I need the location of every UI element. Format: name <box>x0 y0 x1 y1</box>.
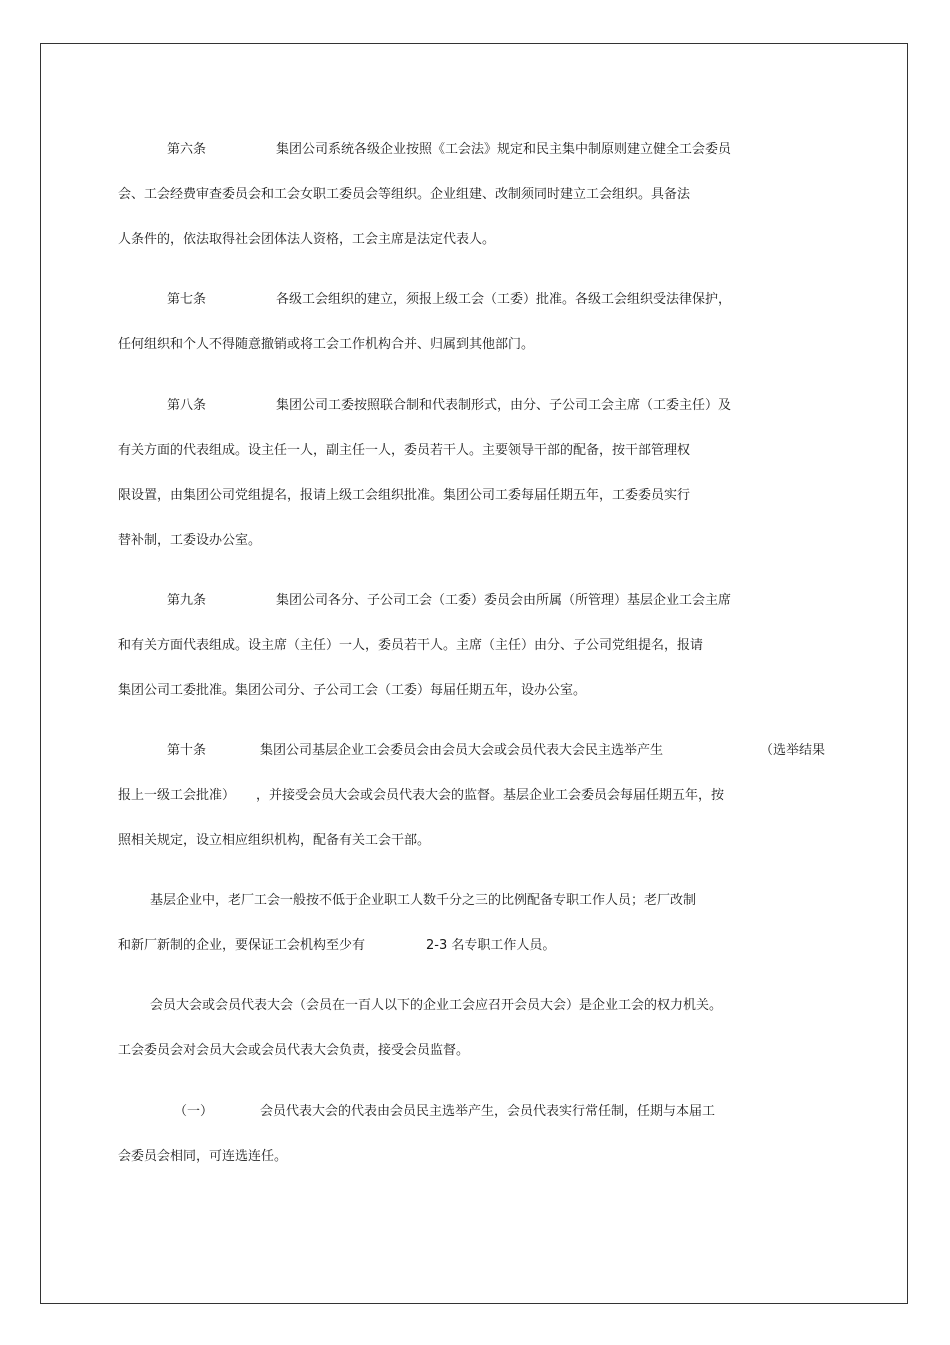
article-8-line-4: 替补制，工委设办公室。 <box>118 533 262 548</box>
article-10-heading: 第十条 <box>167 743 207 758</box>
assembly-line-1: 会员大会或会员代表大会（会员在一百人以下的企业工会应召开会员大会）是企业工会的权力机关。 <box>150 998 723 1013</box>
item-1-heading: （一） <box>174 1104 214 1119</box>
article-10-line-2: ，并接受会员大会或会员代表大会的监督。基层企业工会委员会每届任期五年，按 <box>256 788 725 803</box>
article-10-line-2-head: 报上一级工会批准） <box>118 788 236 803</box>
article-9-line-3: 集团公司工委批准。集团公司分、子公司工会（工委）每届任期五年，设办公室。 <box>118 683 587 698</box>
staffing-line-1: 基层企业中，老厂工会一般按不低于企业职工人数千分之三的比例配备专职工作人员；老厂改制 <box>150 893 697 908</box>
item-1-line-1: 会员代表大会的代表由会员民主选举产生，会员代表实行常任制，任期与本届工 <box>260 1104 716 1119</box>
article-8-line-3: 限设置，由集团公司党组提名，报请上级工会组织批准。集团公司工委每届任期五年，工委委员实行 <box>118 488 691 503</box>
assembly-line-2: 工会委员会对会员大会或会员代表大会负责，接受会员监督。 <box>118 1043 470 1058</box>
article-8-line-1: 集团公司工委按照联合制和代表制形式，由分、子公司工会主席（工委主任）及 <box>276 398 732 413</box>
article-7-line-2: 任何组织和个人不得随意撤销或将工会工作机构合并、归属到其他部门。 <box>118 337 535 352</box>
article-7-line-1: 各级工会组织的建立，须报上级工会（工委）批准。各级工会组织受法律保护， <box>276 292 732 307</box>
article-6-line-3: 人条件的，依法取得社会团体法人资格，工会主席是法定代表人。 <box>118 232 496 247</box>
article-9-heading: 第九条 <box>167 593 207 608</box>
article-6-line-2: 会、工会经费审查委员会和工会女职工委员会等组织。企业组建、改制须同时建立工会组织。具备法 <box>118 187 691 202</box>
article-9-line-1: 集团公司各分、子公司工会（工委）委员会由所属（所管理）基层企业工会主席 <box>276 593 732 608</box>
staffing-line-2-head: 和新厂新制的企业，要保证工会机构至少有 <box>118 938 366 953</box>
item-1-line-2: 会委员会相同，可连选连任。 <box>118 1149 288 1164</box>
article-10-line-3: 照相关规定，设立相应组织机构，配备有关工会干部。 <box>118 833 431 848</box>
article-6-line-1: 集团公司系统各级企业按照《工会法》规定和民主集中制原则建立健全工会委员 <box>276 142 732 157</box>
article-10-line-1-tail: （选举结果 <box>760 743 826 758</box>
article-8-line-2: 有关方面的代表组成。设主任一人，副主任一人，委员若干人。主要领导干部的配备，按干部管理权 <box>118 443 691 458</box>
staffing-line-2: 2-3 名专职工作人员。 <box>426 938 556 953</box>
article-7-heading: 第七条 <box>167 292 207 307</box>
article-9-line-2: 和有关方面代表组成。设主席（主任）一人，委员若干人。主席（主任）由分、子公司党组提名，报请 <box>118 638 704 653</box>
article-10-line-1: 集团公司基层企业工会委员会由会员大会或会员代表大会民主选举产生 <box>260 743 664 758</box>
article-6-heading: 第六条 <box>167 142 207 157</box>
article-8-heading: 第八条 <box>167 398 207 413</box>
